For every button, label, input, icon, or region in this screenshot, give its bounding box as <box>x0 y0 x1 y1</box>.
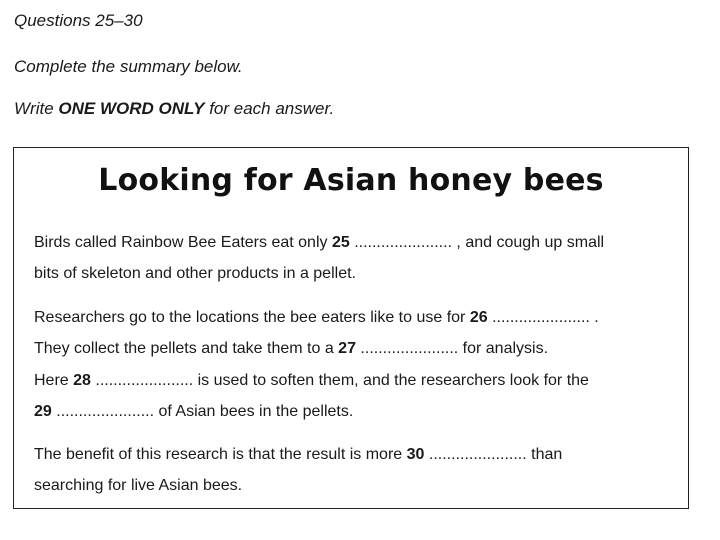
instruction-write-suffix: for each answer. <box>204 99 335 118</box>
answer-gap-28[interactable]: ...................... <box>95 372 194 389</box>
line-8-text-a: searching for live Asian bees. <box>34 477 243 494</box>
summary-title: Looking for Asian honey bees <box>98 163 604 198</box>
line-1-text-a: Birds called Rainbow Bee Eaters eat only <box>34 234 332 251</box>
question-number-30: 30 <box>406 446 425 463</box>
summary-line-1 <box>34 234 604 252</box>
line-7-text-a: The benefit of this research is that the result is more <box>34 446 407 463</box>
summary-line-4 <box>34 340 548 358</box>
line-6-text-b: of Asian bees in the pellets. <box>154 403 354 420</box>
line-5-text-a: Here <box>34 372 74 389</box>
summary-line-5 <box>34 372 589 390</box>
questions-heading: Questions 25–30 <box>14 11 143 30</box>
summary-line-2 <box>34 265 356 283</box>
line-1-text-b: , and cough up small <box>451 234 605 251</box>
summary-line-7 <box>34 446 562 464</box>
instruction-complete: Complete the summary below. <box>14 57 243 76</box>
instruction-write <box>14 99 334 119</box>
line-3-text-a: Researchers go to the locations the bee eaters like to use for <box>34 309 470 326</box>
line-4-text-a: They collect the pellets and take them to a <box>34 340 339 357</box>
summary-line-3 <box>34 309 599 327</box>
question-number-26: 26 <box>469 309 488 326</box>
question-number-29: 29 <box>34 403 52 420</box>
answer-gap-30[interactable]: ...................... <box>428 446 527 463</box>
answer-gap-25[interactable]: ...................... <box>354 234 452 251</box>
summary-box <box>13 147 689 509</box>
question-number-28: 28 <box>73 372 91 389</box>
summary-line-6 <box>34 403 353 421</box>
line-2-text-a: bits of skeleton and other products in a pellet. <box>34 265 356 282</box>
answer-gap-29[interactable]: ...................... <box>56 403 155 420</box>
line-4-text-b: for analysis. <box>458 340 549 357</box>
instruction-write-prefix: Write <box>14 99 59 118</box>
line-3-text-b: . <box>589 309 599 326</box>
answer-gap-26[interactable]: ...................... <box>492 309 590 326</box>
answer-gap-27[interactable]: ...................... <box>360 340 459 357</box>
question-number-25: 25 <box>331 234 350 251</box>
line-5-text-b: is used to soften them, and the researchers look for the <box>193 372 589 389</box>
line-7-text-b: than <box>526 446 563 463</box>
summary-line-8 <box>34 477 242 495</box>
question-number-27: 27 <box>338 340 356 357</box>
instruction-write-bold: ONE WORD ONLY <box>58 99 205 118</box>
